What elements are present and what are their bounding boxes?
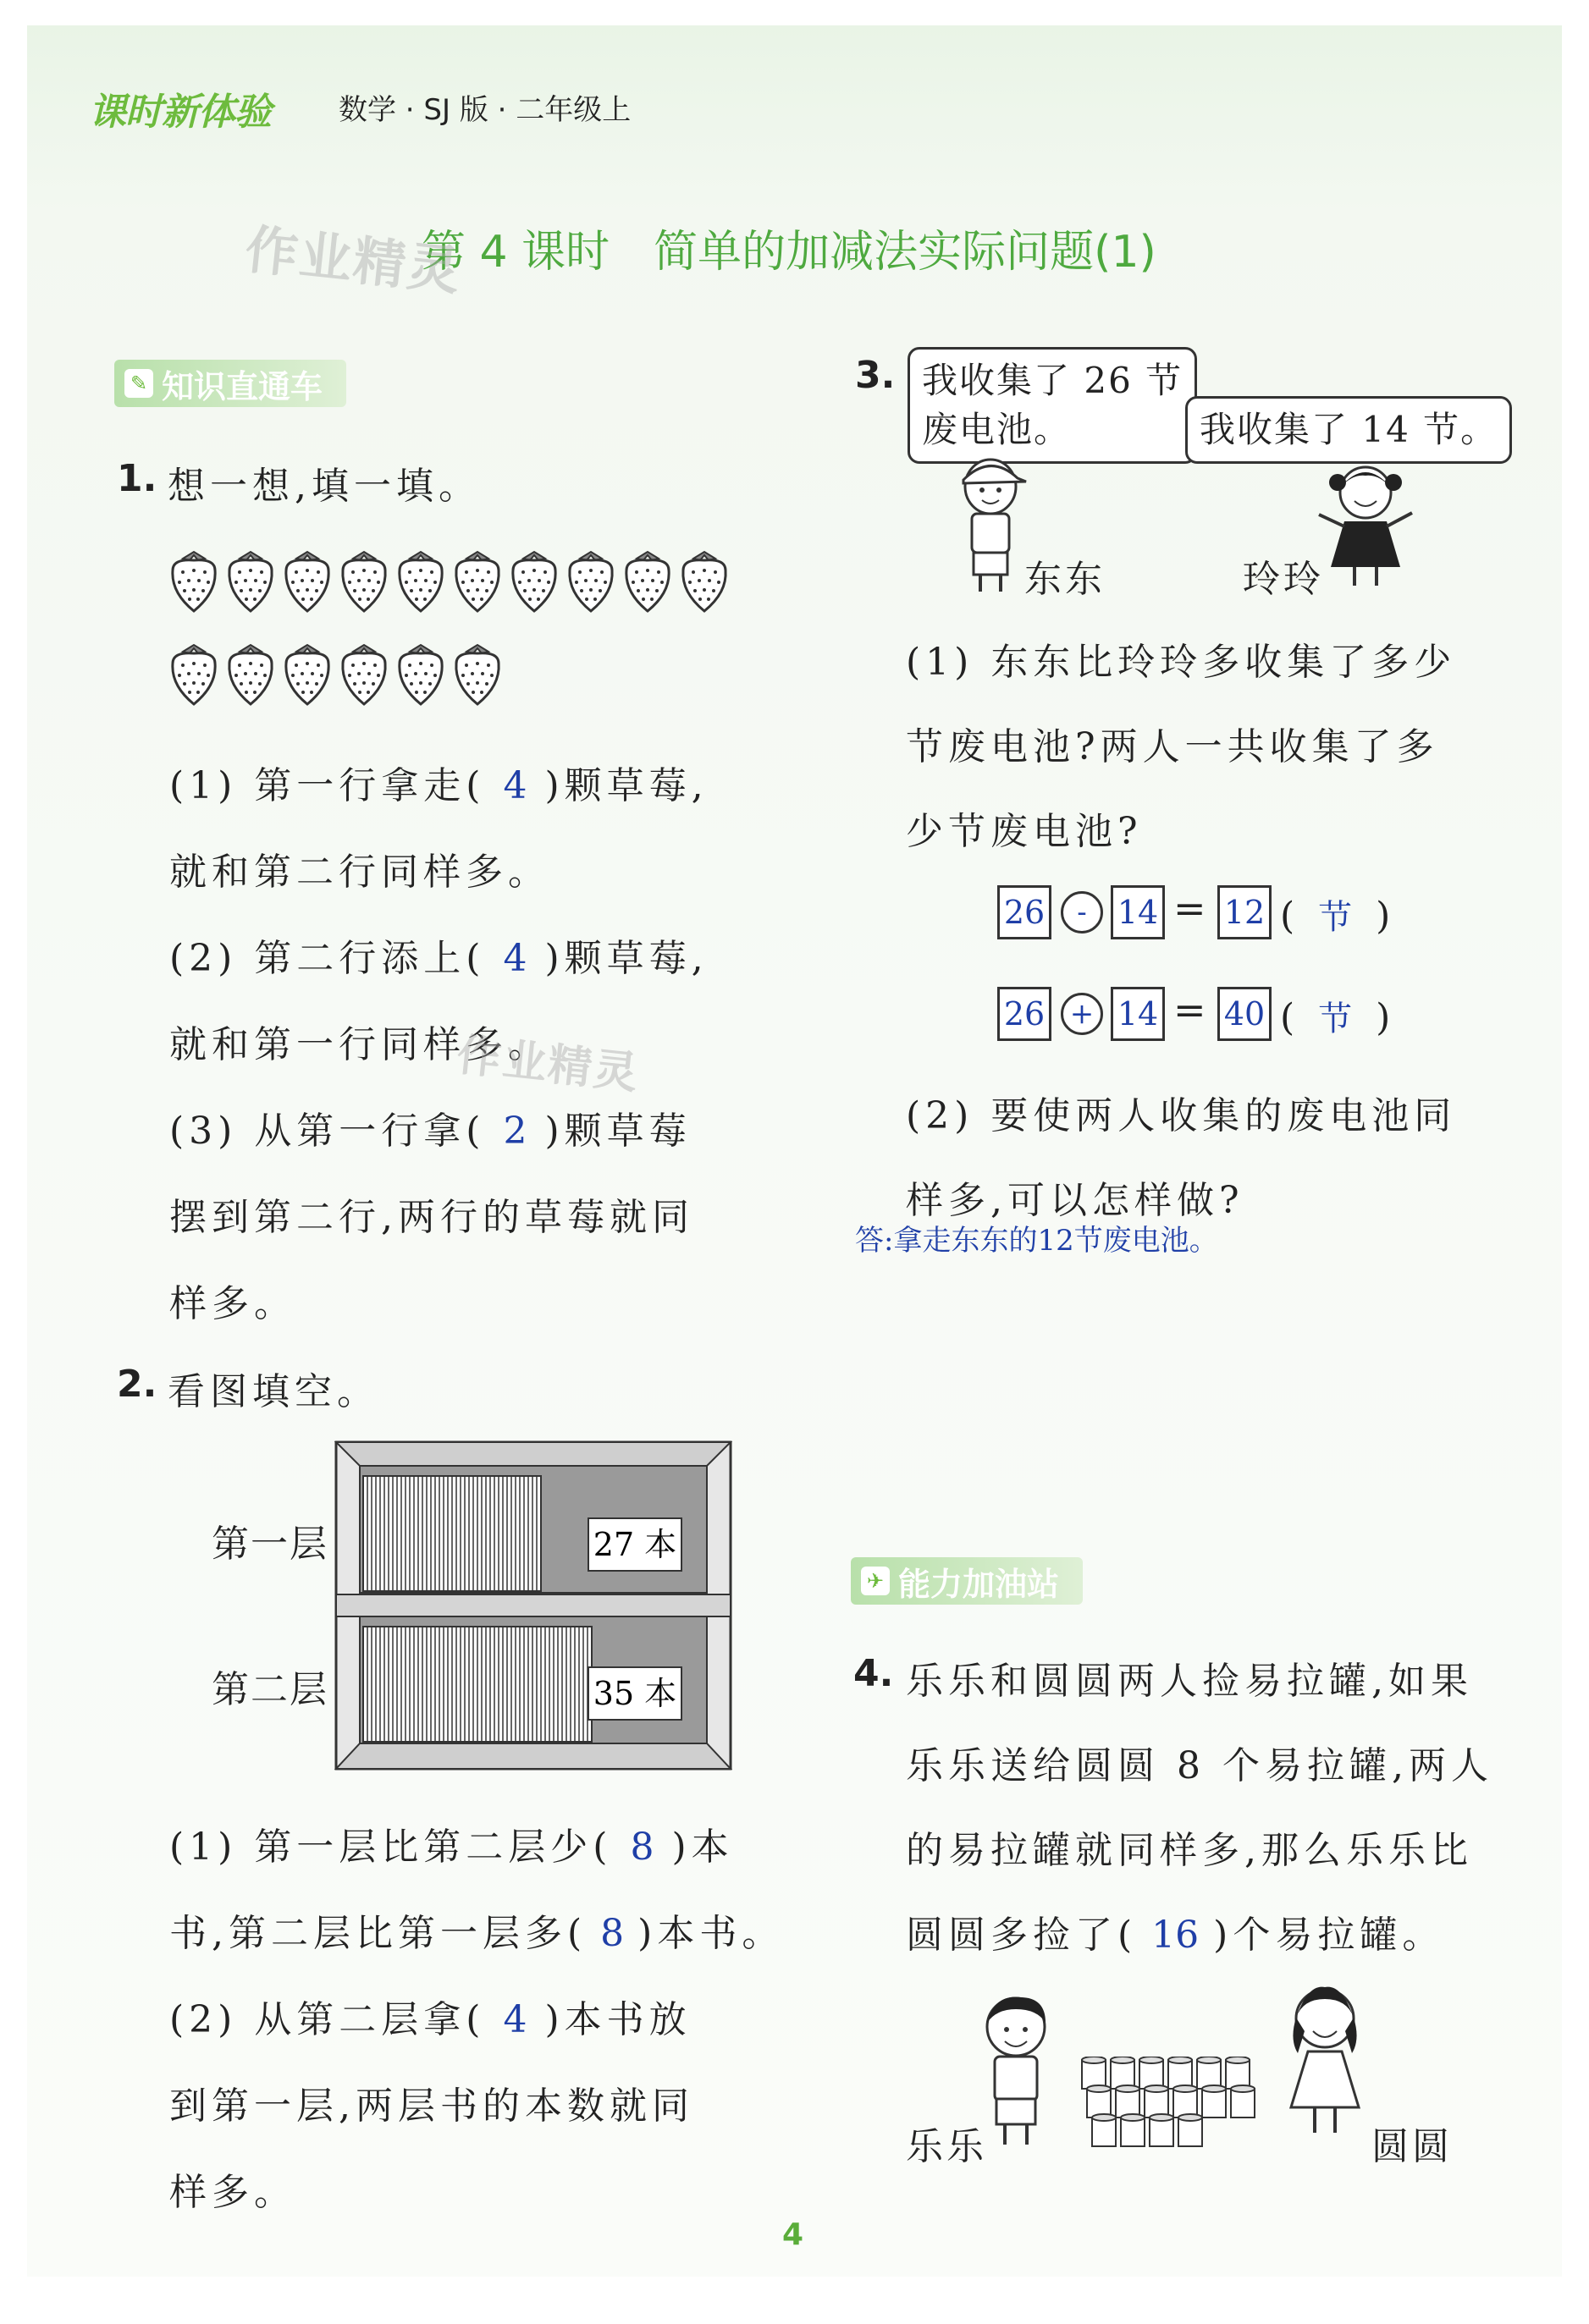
shelf2-books	[363, 1627, 592, 1742]
q4-line1: 乐乐和圆圆两人捡易拉罐,如果	[906, 1660, 1473, 1703]
boy-dongdong-illustration	[948, 453, 1033, 597]
equation1-unit: ( 节 )	[1280, 895, 1391, 938]
can-icon	[1111, 2060, 1134, 2089]
strawberry-icon	[451, 550, 504, 613]
question-number: 4.	[853, 1652, 894, 1695]
can-top	[1231, 2085, 1255, 2092]
can-top	[1150, 2114, 1173, 2121]
can-icon	[1231, 2089, 1255, 2117]
can-top	[1121, 2114, 1145, 2121]
shelf2-label: 第二层	[212, 1668, 328, 1711]
can-icon	[1087, 2089, 1111, 2117]
answer-blank: 4	[503, 764, 527, 807]
section-tag-label: 能力加油站	[898, 1565, 1060, 1603]
can-icon	[1197, 2060, 1221, 2089]
q2-part1: (1) 第一层比第二层少( 8 )本	[169, 1826, 734, 1869]
q1-part3-end: 样多。	[169, 1282, 296, 1325]
q1-part3-cont: 摆到第二行,两行的草莓就同	[169, 1196, 694, 1239]
girl-yuanyuan-illustration	[1274, 1980, 1376, 2141]
strawberry-icon	[224, 643, 277, 706]
q2-part2-end: 样多。	[169, 2171, 296, 2214]
can-icon	[1202, 2089, 1226, 2117]
equation1-equals: =	[1173, 885, 1206, 931]
shelf1-count: 27 本	[593, 1526, 677, 1563]
strawberry-icon	[678, 550, 731, 613]
q1-part2: (2) 第二行添上( 4 )颗草莓,	[169, 937, 709, 980]
speech-bubble-dongdong: 我收集了 26 节 废电池。	[908, 347, 1197, 464]
can-icon	[1168, 2060, 1192, 2089]
q3-part2: (2) 要使两人收集的废电池同	[906, 1094, 1457, 1137]
section-tag-knowledge	[114, 360, 346, 407]
q2-part2: (2) 从第二层拿( 4 )本书放	[169, 1998, 692, 2041]
name-yuanyuan: 圆圆	[1371, 2125, 1453, 2168]
can-top	[1226, 2057, 1250, 2063]
girl-lingling-illustration	[1310, 457, 1421, 592]
q1-part3: (3) 从第一行拿( 2 )颗草莓	[169, 1110, 692, 1153]
question-prompt: 想一想,填一填。	[168, 465, 481, 508]
q2-part1-cont: 书,第二层比第一层多( 8 )本书。	[169, 1912, 785, 1955]
equation1-operand-a: 26	[997, 885, 1051, 939]
lesson-title	[422, 216, 1156, 279]
strawberry-icon	[394, 550, 447, 613]
watermark: 作业精灵	[454, 1029, 642, 1100]
equation1-result: 12	[1217, 885, 1272, 939]
q3-part1-end: 少节废电池?	[906, 810, 1143, 853]
equation2-equals: =	[1173, 987, 1206, 1033]
page-number: 4	[782, 2217, 804, 2252]
q1-part1-cont: 就和第二行同样多。	[169, 851, 550, 894]
lesson-number: 第 4 课时	[422, 227, 610, 278]
name-lingling: 玲玲	[1243, 558, 1324, 601]
q1-part1: (1) 第一行拿走( 4 )颗草莓,	[169, 764, 709, 807]
shelf1-label: 第一层	[212, 1523, 328, 1566]
strawberry-icon	[168, 643, 220, 706]
can-icon	[1173, 2089, 1197, 2117]
equation1-operand-b: 14	[1111, 885, 1165, 939]
shelf2-count: 35 本	[593, 1675, 677, 1712]
answer-blank: 4	[503, 937, 527, 980]
can-icon	[1121, 2117, 1145, 2146]
flag-icon: ✈	[861, 1567, 890, 1595]
can-top	[1173, 2085, 1197, 2092]
q3-part1: (1) 东东比玲玲多收集了多少	[906, 641, 1457, 684]
equation1-operator: -	[1061, 891, 1103, 933]
can-top	[1145, 2085, 1168, 2092]
question-number: 1.	[117, 457, 157, 500]
strawberry-icon	[338, 643, 390, 706]
name-dongdong: 东东	[1024, 558, 1106, 601]
equation2-operand-b: 14	[1111, 987, 1165, 1041]
answer-blank: 4	[503, 1998, 527, 2041]
can-icon	[1092, 2117, 1116, 2146]
name-lele: 乐乐	[906, 2125, 987, 2168]
equation2-operator: +	[1061, 993, 1103, 1035]
strawberry-icon	[565, 550, 617, 613]
q3-part1-cont: 节废电池?两人一共收集了多	[906, 725, 1439, 768]
equation2-result: 40	[1217, 987, 1272, 1041]
strawberry-icon	[224, 550, 277, 613]
strawberry-icon	[451, 643, 504, 706]
q1-part2-cont: 就和第一行同样多。	[169, 1023, 550, 1066]
book-subtitle: 数学 · SJ 版 · 二年级上	[339, 93, 632, 127]
can-top	[1168, 2057, 1192, 2063]
question-prompt: 看图填空。	[168, 1370, 379, 1413]
answer-blank: 2	[503, 1110, 527, 1153]
can-icon	[1150, 2117, 1173, 2146]
can-top	[1082, 2057, 1106, 2063]
watermark: 作业精灵	[242, 218, 465, 303]
strawberry-icon	[621, 550, 674, 613]
question-number: 3.	[855, 354, 896, 397]
strawberry-icon	[338, 550, 390, 613]
q4-line3: 的易拉罐就同样多,那么乐乐比	[906, 1829, 1473, 1872]
can-icon	[1145, 2089, 1168, 2117]
strawberry-icon	[281, 643, 334, 706]
answer-blank: 16	[1151, 1914, 1200, 1957]
shelf1-books	[363, 1476, 541, 1591]
can-top	[1139, 2057, 1163, 2063]
can-icon	[1082, 2060, 1106, 2089]
strawberry-icon	[281, 550, 334, 613]
question-number: 2.	[117, 1363, 157, 1406]
section-tag-label: 知识直通车	[162, 367, 323, 405]
can-top	[1092, 2114, 1116, 2121]
q3-answer: 答:拿走东东的12节废电池。	[855, 1224, 1218, 1258]
answer-blank: 8	[630, 1826, 654, 1869]
lesson-topic: 简单的加减法实际问题(1)	[654, 227, 1156, 278]
q4-line4: 圆圆多捡了( 16 )个易拉罐。	[906, 1914, 1445, 1957]
can-top	[1087, 2085, 1111, 2092]
equation2-unit: ( 节 )	[1280, 996, 1391, 1039]
can-top	[1197, 2057, 1221, 2063]
q2-part2-cont: 到第一层,两层书的本数就同	[169, 2084, 694, 2128]
speech-bubble-lingling: 我收集了 14 节。	[1185, 396, 1512, 464]
can-top	[1202, 2085, 1226, 2092]
book-brand: 课时新体验	[89, 91, 271, 134]
bookshelf-illustration	[334, 1440, 732, 1771]
strawberry-icon	[168, 550, 220, 613]
strawberry-icon	[394, 643, 447, 706]
q4-line2: 乐乐送给圆圆 8 个易拉罐,两人	[906, 1744, 1493, 1787]
can-icon	[1226, 2060, 1250, 2089]
equation2-operand-a: 26	[997, 987, 1051, 1041]
can-icon	[1116, 2089, 1139, 2117]
can-top	[1178, 2114, 1202, 2121]
answer-blank: 8	[600, 1912, 625, 1955]
can-top	[1116, 2085, 1139, 2092]
can-icon	[1139, 2060, 1163, 2089]
can-top	[1111, 2057, 1134, 2063]
lightbulb-icon: ✎	[124, 369, 153, 398]
strawberry-icon	[508, 550, 560, 613]
section-tag-ability	[851, 1557, 1083, 1605]
cans-illustration	[1073, 2057, 1268, 2150]
q3-part2-cont: 样多,可以怎样做?	[906, 1179, 1244, 1222]
can-icon	[1178, 2117, 1202, 2146]
